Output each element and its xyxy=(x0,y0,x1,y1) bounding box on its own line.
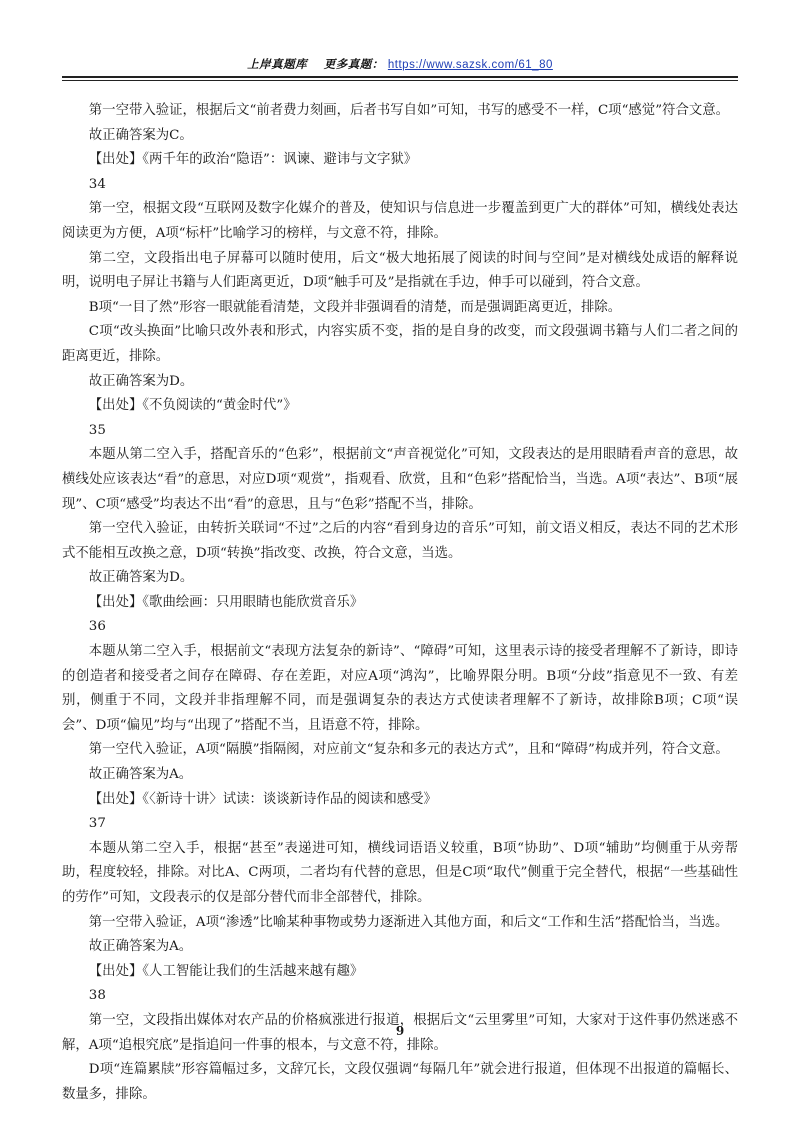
paragraph: 【出处】《两千年的政治“隐语”：讽谏、避讳与文字狱》 xyxy=(88,152,418,168)
paragraph: 第一空代入验证，A项“隔膜”指隔阂，对应前文“复杂和多元的表达方式”，且和“障碍”构成并列，符合文意。 xyxy=(88,742,729,758)
paragraph: 第一空带入验证，A项“渗透”比喻某种事物或势力逐渐进入其他方面，和后文“工作和生活”搭配恰当，当选。 xyxy=(88,914,729,930)
paragraph: 第一空，文段指出媒体对农产品的价格疯涨进行报道，根据后文“云里雾里”可知，大家对于这件事仍然迷惑不解，A项“追根究底”是指追问一件事的根本，与文意不符，排除。 xyxy=(62,1012,738,1053)
paragraph: 第一空，根据文段“互联网及数字化媒介的普及，使知识与信息进一步覆盖到更广大的群体”可知，横线处表达阅读更为方便，A项“标杆”比喻学习的榜样，与文意不符，排除。 xyxy=(62,201,738,241)
paragraph: 【出处】《不负阅读的“黄金时代”》 xyxy=(88,398,297,414)
paragraph: 35 xyxy=(88,422,106,438)
paragraph: 本题从第二空入手，根据“甚至”表递进可知，横线词语语义较重，B项“协助”、D项“辅助”均侧重于从旁帮助，程度较轻，排除。对比A、C两项，二者均有代替的意思，但是C项“取代”侧重于完全替代，根据“一些基础性的劳作”可知，文段表示的仅是部分替代而非全部替代，排除。 xyxy=(62,840,738,905)
header-rule xyxy=(62,76,738,81)
header-more-label: 更多真题： xyxy=(323,57,384,71)
paragraph: 第一空代入验证，由转折关联词“不过”之后的内容“看到身边的音乐”可知，前文语义相反，表达不同的艺术形式不能相互改换之意，D项“转换”指改变、改换，符合文意，当选。 xyxy=(62,521,738,561)
paragraph: 36 xyxy=(88,619,106,635)
paragraph: 故正确答案为D。 xyxy=(88,373,194,389)
paragraph: 本题从第二空入手，搭配音乐的“色彩”，根据前文“声音视觉化”可知，文段表达的是用眼睛看声音的意思，故横线处应该表达“看”的意思，对应D项“观赏”，指观看、欣赏，且和“色彩”搭配恰当，当选。A项“表达”、B项“展现”、C项“感受”均表达不出“看”的意思，且与“色彩”搭配不当，排除。 xyxy=(62,447,738,512)
paragraph: 本题从第二空入手，根据前文“表现方法复杂的新诗”、“障碍”可知，这里表示诗的接受者理解不了新诗，即诗的创造者和接受者之间存在障碍、存在差距，对应A项“鸿沟”，比喻界限分明。B项“分歧”指意见不一致、有差别，侧重于不同，文段并非指理解不同，而是强调复杂的表达方式使读者理解不了新诗，故排除B项；C项“误会”、D项“偏见”均与“出现了”搭配不当，且语意不符，排除。 xyxy=(62,644,738,733)
paragraph: 故正确答案为A。 xyxy=(88,939,193,955)
paragraph: 故正确答案为D。 xyxy=(88,570,194,586)
header-brand: 上岸真题库 xyxy=(247,57,308,71)
document-body xyxy=(62,99,738,1107)
paragraph: 34 xyxy=(88,176,106,192)
page-header xyxy=(0,56,800,72)
paragraph: 【出处】《人工智能让我们的生活越来越有趣》 xyxy=(88,963,364,979)
paragraph: 故正确答案为A。 xyxy=(88,767,193,783)
paragraph: D项“连篇累牍”形容篇幅过多，文辞冗长，文段仅强调“每隔几年”就会进行报道，但体现不出报道的篇幅长、数量多，排除。 xyxy=(62,1062,738,1102)
header-url-link[interactable]: https://www.sazsk.com/61_80 xyxy=(387,59,553,71)
paragraph: 第一空带入验证，根据后文“前者费力刻画，后者书写自如”可知，书写的感受不一样，C项“感觉”符合文意。 xyxy=(88,103,730,118)
page-number: 9 xyxy=(395,1024,405,1038)
paragraph: 故正确答案为C。 xyxy=(88,127,193,143)
paragraph: 37 xyxy=(88,816,106,832)
paragraph: C项“改头换面”比喻只改外表和形式，内容实质不变，指的是自身的改变，而文段强调书籍与人们二者之间的距离更近，排除。 xyxy=(62,324,738,364)
paragraph: 38 xyxy=(88,988,106,1004)
paragraph: B项“一目了然”形容一眼就能看清楚，文段并非强调看的清楚，而是强调距离更近，排除。 xyxy=(88,299,622,315)
paragraph: 第二空，文段指出电子屏幕可以随时使用，后文“极大地拓展了阅读的时间与空间”是对横线处成语的解释说明，说明电子屏让书籍与人们距离更近，D项“触手可及”是指就在手边，伸手可以碰到，符合文意。 xyxy=(62,250,738,291)
paragraph: 【出处】《〈新诗十讲〉试读：谈谈新诗作品的阅读和感受》 xyxy=(88,791,437,807)
paragraph: 【出处】《歌曲绘画：只用眼睛也能欣赏音乐》 xyxy=(88,594,364,610)
